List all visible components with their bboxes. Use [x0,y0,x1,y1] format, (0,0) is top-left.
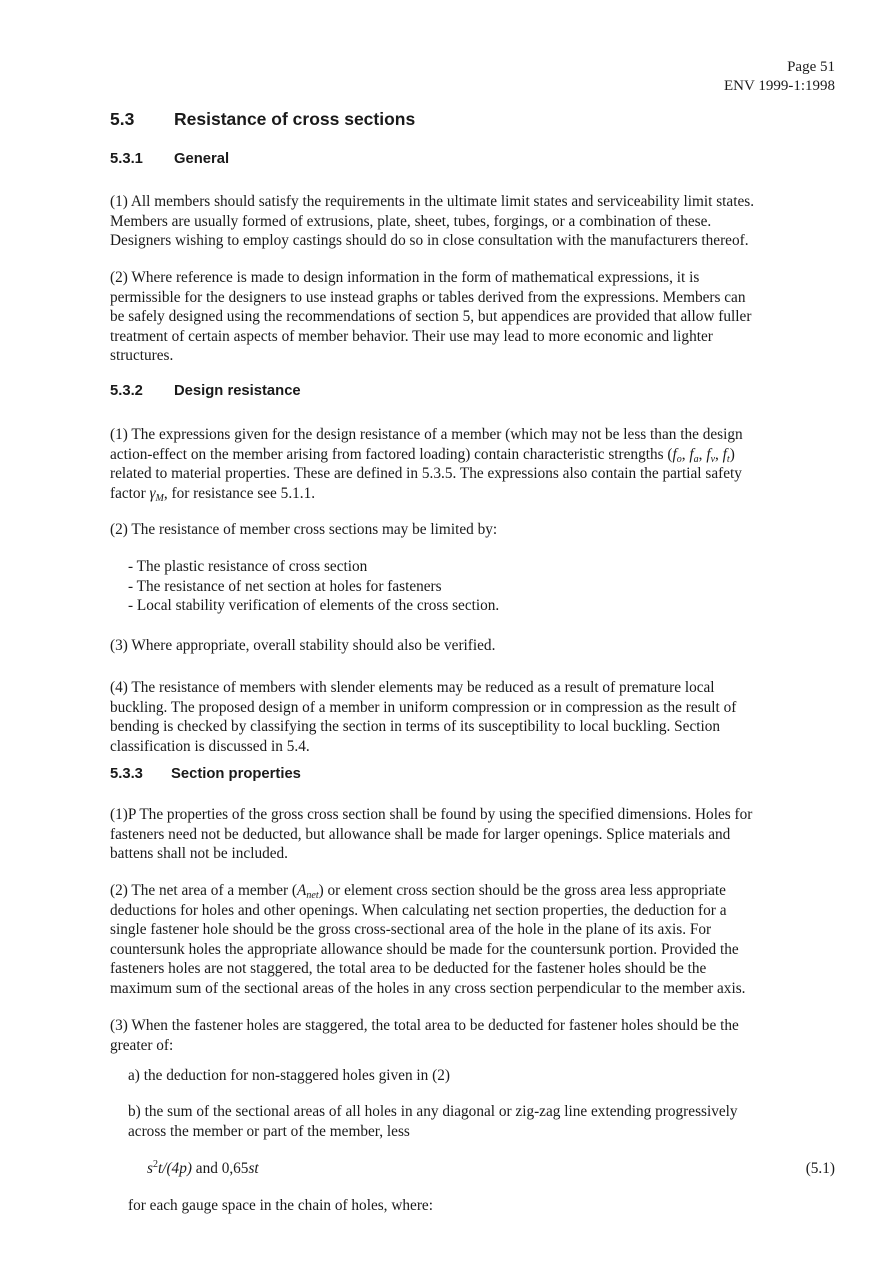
text-line: (4) The resistance of members with slender elements may be reduced as a result of premature local [110,679,715,696]
text-line: countersunk holes the appropriate allowance should be made for the countersunk portion. Provided the [110,940,739,958]
paragraph-532-4 [110,678,825,756]
subsection-heading-532 [110,382,301,401]
paragraph-531-1 [110,192,825,251]
formula-5-1 [147,1159,835,1179]
formula-expression: $s^2t/(4p)$ and 0,65st [147,1159,259,1177]
list-item: - The resistance of net section at holes for fasteners [128,577,442,595]
page-number: Page 51 [787,59,835,75]
text-line: (1) All members should satisfy the requirements in the ultimate limit states and serviceability limit states. [110,193,755,210]
text-line: a) the deduction for non-staggered holes given in (2) [128,1067,450,1084]
text-line: greater of: [110,1036,174,1054]
text-line: for each gauge space in the chain of holes, where: [128,1197,433,1214]
paragraph-533-2 [110,881,825,998]
text-line: deductions for holes and other openings. When calculating net section properties, the deduction for a [110,901,727,919]
standard-reference: ENV 1999-1:1998 [724,78,835,94]
bullet-list [128,557,499,616]
paragraph-533-3 [110,1016,825,1055]
list-item-b [128,1102,808,1141]
text-line: across the member or part of the member, less [128,1122,410,1140]
equation-number: (5.1) [805,1160,835,1177]
paragraph-533-1 [110,805,825,864]
text-line: bending is checked by classifying the section in terms of its susceptibility to local buckling. Section [110,718,721,735]
text-line: related to material properties. These are defined in 5.3.5. The expressions also contain the partial safety [110,465,742,482]
text-line: Designers wishing to employ castings should do so in close consultation with the manufacturers thereof. [110,232,749,249]
text-line: structures. [110,347,174,364]
subsection-number: 5.3.3 [110,766,143,782]
text-line: battens shall not be included. [110,845,288,862]
subsection-number: 5.3.1 [110,151,143,167]
text-line: Members are usually formed of extrusions, plate, sheet, tubes, forgings, or a combination of these. [110,212,712,230]
text-line: fasteners need not be deducted, but allowance shall be made for larger openings. Splice materials and [110,825,731,843]
subsection-title: General [174,151,230,167]
list-item: - Local stability verification of elements of the cross section. [128,597,500,614]
subsection-title: Section properties [171,766,301,782]
text-line: classification is discussed in 5.4. [110,737,310,755]
list-item: - The plastic resistance of cross section [128,558,368,575]
subsection-title: Design resistance [174,383,301,399]
text-line: (1)P The properties of the gross cross section shall be found by using the specified dimensions. Holes for [110,806,753,823]
text-line: (2) The net area of a member $(A_{net})$ or element cross section should be the gross area less appropriate [110,882,726,901]
text-line: fasteners holes are not staggered, the total area to be deducted for the fastener holes should be the [110,960,707,977]
subsection-number: 5.3.2 [110,383,143,399]
text-line: single fastener hole should be the gross cross-sectional area of the hole in the plane of its axis. For [110,921,712,938]
text-line: b) the sum of the sectional areas of all holes in any diagonal or zig-zag line extending progressively [128,1103,738,1120]
text-line: (1) The expressions given for the design resistance of a member (which may not be less than the design [110,426,743,443]
text-line: be safely designed using the recommendations of section 5, but appendices are provided that allow fuller [110,308,752,325]
text-line: treatment of certain aspects of member behavior. Their use may lead to more economic and lighter [110,327,713,345]
subsection-heading-531 [110,150,229,169]
text-line: action-effect on the member arising from factored loading) contain characteristic strengths ($f_o$, $f_a$, $f_v$, $f_t$) [110,445,735,465]
section-title: Resistance of cross sections [174,109,416,129]
section-number: 5.3 [110,109,135,129]
text-line: maximum sum of the sectional areas of the holes in any cross section perpendicular to the member axis. [110,979,746,997]
text-line: (3) Where appropriate, overall stability should also be verified. [110,637,496,654]
paragraph-532-1 [110,425,825,503]
paragraph-532-2 [110,520,825,540]
text-line: (2) The resistance of member cross sections may be limited by: [110,521,498,538]
paragraph-after-formula [128,1196,808,1216]
list-item-a [128,1066,808,1086]
text-line: permissible for the designers to use instead graphs or tables derived from the expressions. Members can [110,288,746,306]
text-line: (2) Where reference is made to design information in the form of mathematical expressions, it is [110,269,700,286]
text-line: factor $\gamma_M$, for resistance see 5.1.1. [110,484,316,504]
section-heading [110,108,415,130]
gamma-symbol: γ [149,484,156,502]
text-line: (3) When the fastener holes are staggered, the total area to be deducted for fastener holes should be the [110,1017,739,1034]
subsection-heading-533 [110,765,301,784]
text-line: buckling. The proposed design of a member in uniform compression or in compression as the result of [110,698,737,716]
paragraph-531-2 [110,268,825,366]
paragraph-532-3 [110,636,825,656]
